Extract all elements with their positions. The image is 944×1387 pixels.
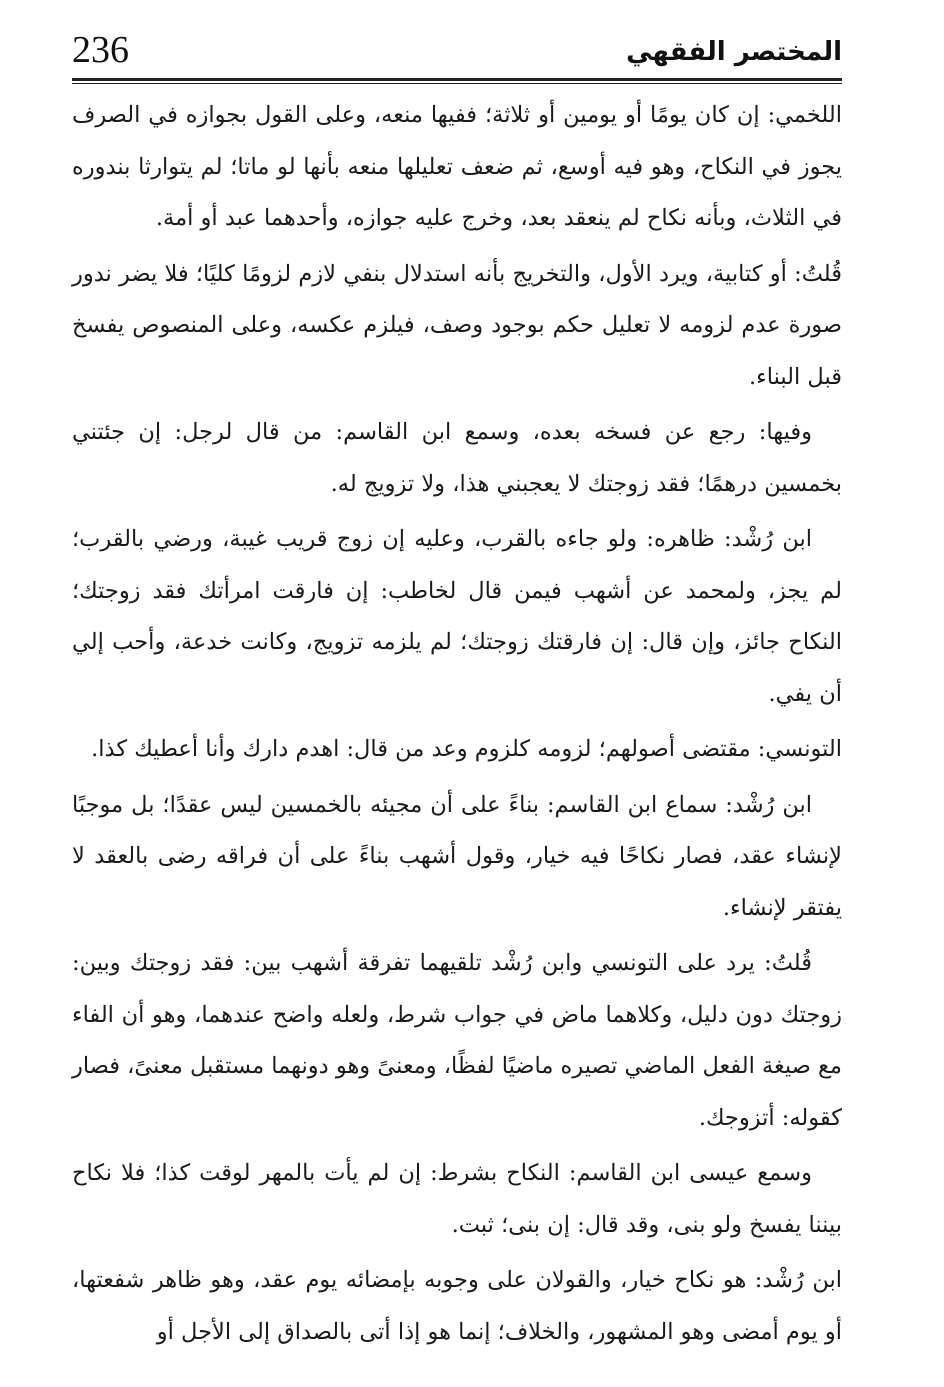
page-number: 236 bbox=[72, 29, 129, 71]
paragraph-5: التونسي: مقتضى أصولهم؛ لزومه كلزوم وعد من قال: اهدم دارك وأنا أعطيك كذا. bbox=[91, 736, 842, 762]
paragraph-1: اللخمي: إن كان يومًا أو يومين أو ثلاثة؛ ففيها منعه، وعلى القول بجوازه في الصرف يجوز في النكاح، وهو فيه أوسع، ثم ضعف تعليلها منعه بأنها لو ماتا؛ لم يتوارثا بندوره في الثلاث، وبأنه نكاح لم ينعقد بعد، وخرج عليه جوازه، وأحدهما عبد أو أمة. bbox=[72, 102, 842, 231]
page-header bbox=[72, 28, 842, 72]
book-title: المختصر الفقهي bbox=[626, 37, 842, 67]
book-page bbox=[72, 28, 842, 1348]
paragraph-3: وفيها: رجع عن فسخه بعده، وسمع ابن القاسم: من قال لرجل: إن جئتني بخمسين درهمًا؛ فقد زوجتك لا يعجبني هذا، ولا تزويج له. bbox=[72, 419, 842, 497]
paragraph-4: ابن رُشْد: ظاهره: ولو جاءه بالقرب، وعليه إن زوج قريب غيبة، ورضي بالقرب؛ لم يجز، ولمحمد عن أشهب فيمن قال لخاطب: إن فارقت امرأتك فقد زوجتك؛ النكاح جائز، وإن قال: إن فارقتك زوجتك؛ لم يلزمه تزويج، وكانت خدعة، وأحب إلي أن يفي. bbox=[72, 526, 842, 707]
paragraph-6: ابن رُشْد: سماع ابن القاسم: بناءً على أن مجيئه بالخمسين ليس عقدًا؛ بل موجبًا لإنشاء عقد، فصار نكاحًا فيه خيار، وقول أشهب بناءً على أن فراقه رضى بالعقد لا يفتقر لإنشاء. bbox=[72, 791, 842, 921]
paragraph-2: قُلتُ: أو كتابية، ويرد الأول، والتخريج بأنه استدلال بنفي لازم لزومًا كليًا؛ فلا يضر ندور صورة عدم لزومه لا تعليل حكم بوجود وصف، فيلزم عكسه، وعلى المنصوص يفسخ قبل البناء. bbox=[72, 260, 842, 390]
header-divider bbox=[72, 78, 842, 84]
paragraph-9: ابن رُشْد: هو نكاح خيار، والقولان على وجوبه بإمضائه يوم عقد، وهو ظاهر شفعتها، أو يوم أمضى وهو المشهور، والخلاف؛ إنما هو إذا أتى بالصداق إلى الأجل أو bbox=[72, 1267, 842, 1345]
paragraph-8: وسمع عيسى ابن القاسم: النكاح بشرط: إن لم يأت بالمهر لوقت كذا؛ فلا نكاح بيننا يفسخ ولو بنى، وقد قال: إن بنى؛ ثبت. bbox=[72, 1160, 842, 1238]
page-body bbox=[72, 90, 842, 1358]
paragraph-7: قُلتُ: يرد على التونسي وابن رُشْد تلقيهما تفرقة أشهب بين: فقد زوجتك وبين: زوجتك دون دليل، وكلاهما ماض في جواب شرط، ولعله واضح عندهما، وهو أن الفاء مع صيغة الفعل الماضي تصيره ماضيًا لفظًا، ومعنىً وهو دونهما مستقبل معنىً، فصار كقوله: أتزوجك. bbox=[72, 950, 842, 1131]
